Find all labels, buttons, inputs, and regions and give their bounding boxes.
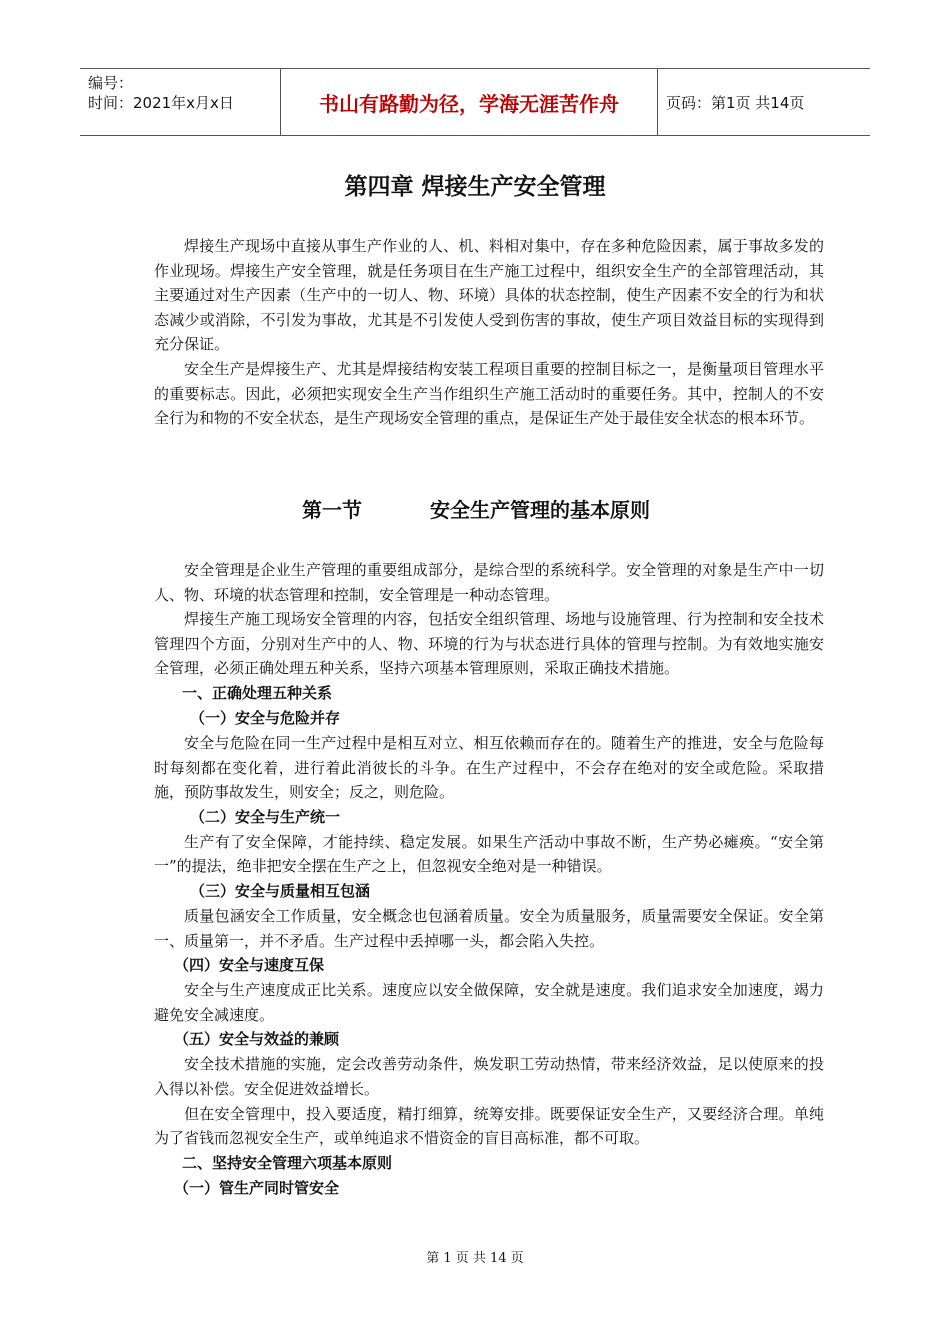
subtext-2: 生产有了安全保障，才能持续、稳定发展。如果生产活动中事故不断，生产势必瘫痪。“安全第一”的提法，绝非把安全摆在生产之上，但忽视安全绝对是一种错误。 [154,832,824,876]
header-page-info: 页码：第1页 共14页 [666,93,805,112]
page-header [80,68,870,136]
subtext-5b: 但在安全管理中，投入要适度，精打细算，统筹安排。既要保证安全生产，又要经济合理。单纯为了省钱而忽视安全生产，或单纯追求不惜资金的盲目高标准，都不可取。 [154,1104,824,1148]
section-body [154,558,824,1201]
header-meta [80,69,280,135]
subheading-principle-1: （一）管生产同时管安全 [174,1178,340,1197]
header-date-label: 时间：2021年x月x日 [88,94,234,112]
subheading-1: （一）安全与危险并存 [190,708,341,727]
header-motto: 书山有路勤为径，学海无涯苦作舟 [280,69,658,135]
page-footer: 第 1 页 共 14 页 [426,1251,524,1266]
chapter-title: 第四章 焊接生产安全管理 [344,174,606,200]
subtext-3: 质量包涵安全工作质量，安全概念也包涵着质量。安全为质量服务，质量需要安全保证。安全第一、质量第一，并不矛盾。生产过程中丢掉哪一头，都会陷入失控。 [154,906,824,950]
body-paragraph-2: 焊接生产施工现场安全管理的内容，包括安全组织管理、场地与设施管理、行为控制和安全技术管理四个方面，分别对生产中的人、物、环境的行为与状态进行具体的管理与控制。为有效地实施安全管理，必须正确处理五种关系，坚持六项基本管理原则，采取正确技术措施。 [154,610,824,678]
intro-paragraph-2: 安全生产是焊接生产、尤其是焊接结构安装工程项目重要的控制目标之一，是衡量项目管理水平的重要标志。因此，必须把实现安全生产当作组织生产施工活动时的重要任务。其中，控制人的不安全行为和物的不安全状态，是生产现场安全管理的重点，是保证生产处于最佳安全状态的根本环节。 [154,359,824,428]
intro-block [154,234,824,431]
subtext-4: 安全与生产速度成正比关系。速度应以安全做保障，安全就是速度。我们追求安全加速度，竭力避免安全减速度。 [154,981,824,1024]
heading-five-relations: 一、正确处理五种关系 [182,683,333,702]
section-name: 安全生产管理的基本原则 [430,498,650,522]
subheading-2: （二）安全与生产统一 [190,807,341,826]
heading-six-principles: 二、坚持安全管理六项基本原则 [182,1153,393,1172]
subheading-3: （三）安全与质量相互包涵 [190,881,371,900]
subheading-5: （五）安全与效益的兼顾 [174,1030,340,1049]
subtext-5a: 安全技术措施的实施，定会改善劳动条件，焕发职工劳动热情，带来经济效益，足以使原来的投入得以补偿。安全促进效益增长。 [154,1055,824,1098]
subheading-4: （四）安全与速度互保 [174,956,325,975]
section-number: 第一节 [302,498,362,522]
body-paragraph-1: 安全管理是企业生产管理的重要组成部分，是综合型的系统科学。安全管理的对象是生产中一切人、物、环境的状态管理和控制，安全管理是一种动态管理。 [154,561,824,604]
intro-paragraph-1: 焊接生产现场中直接从事生产作业的人、机、料相对集中，存在多种危险因素，属于事故多发的作业现场。焊接生产安全管理，就是任务项目在生产施工过程中，组织安全生产的全部管理活动，其主要通过对生产因素（生产中的一切人、物、环境）具体的状态控制，使生产因素不安全的行为和状态减少或消除，不引发为事故，尤其是不引发使人受到伤害的事故，使生产项目效益目标的实现得到充分保证。 [154,237,824,354]
section-title [302,494,650,523]
header-number-label: 编号： [88,74,134,92]
subtext-1: 安全与危险在同一生产过程中是相互对立、相互依赖而存在的。随着生产的推进，安全与危险每时每刻都在变化着，进行着此消彼长的斗争。在生产过程中，不会存在绝对的安全或危险。采取措施，预防事故发生，则安全；反之，则危险。 [154,733,824,802]
